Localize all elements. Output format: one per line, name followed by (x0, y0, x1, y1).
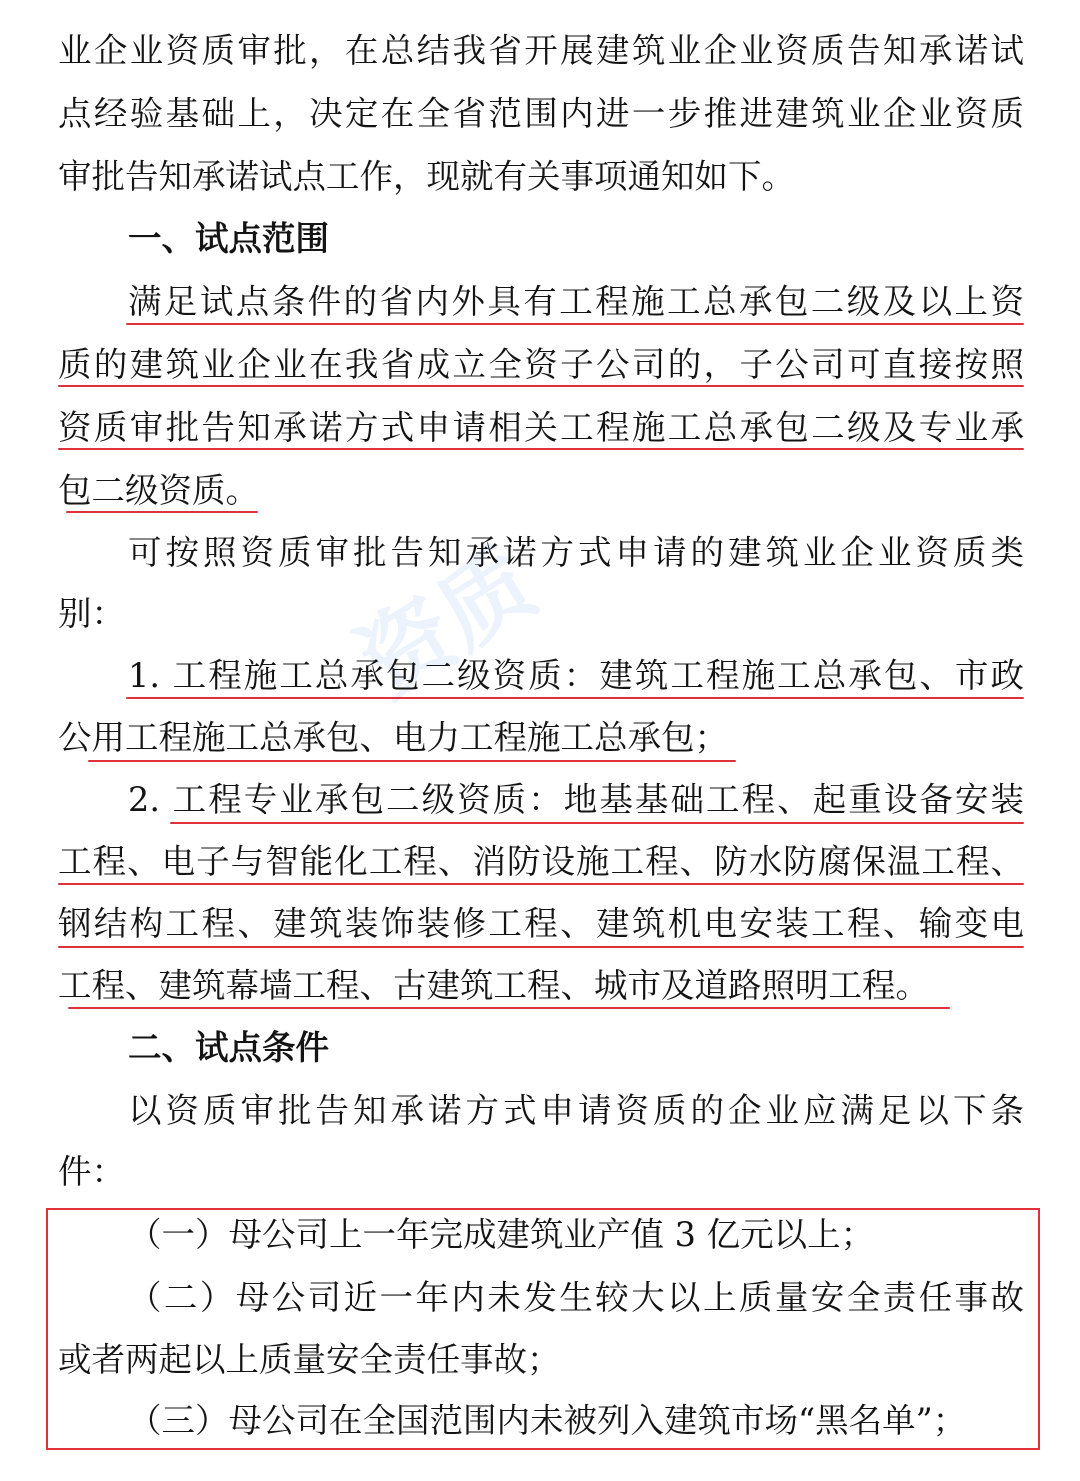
red-underline (58, 946, 1024, 948)
text-line: 业企业资质审批，在总结我省开展建筑业企业资质告知承诺试 (58, 31, 1024, 70)
red-underline (68, 1007, 950, 1009)
text-line: 或者两起以上质量安全责任事故； (58, 1340, 561, 1379)
text-line: 别： (58, 594, 125, 633)
text-line: 质的建筑业企业在我省成立全资子公司的，子公司可直接按照 (58, 345, 1024, 384)
red-underline (126, 323, 1024, 325)
list-item: 2. 工程专业承包二级资质：地基基础工程、起重设备安装 (128, 780, 1024, 819)
condition-item: （二）母公司近一年内未发生较大以上质量安全责任事故 (128, 1278, 1024, 1317)
section-heading: 一、试点范围 (128, 219, 329, 258)
red-underline (58, 883, 1024, 885)
text-line: 工程、电子与智能化工程、消防设施工程、防水防腐保温工程、 (58, 842, 1024, 881)
text-line: 件： (58, 1152, 125, 1191)
red-underline (170, 822, 1024, 824)
red-underline (88, 760, 736, 762)
red-underline (66, 511, 258, 513)
text-line: 钢结构工程、建筑装饰装修工程、建筑机电安装工程、输变电 (58, 904, 1024, 943)
red-underline (58, 448, 1024, 450)
text-line: 点经验基础上，决定在全省范围内进一步推进建筑业企业资质 (58, 94, 1024, 133)
highlight-box (46, 1208, 1040, 1450)
list-item: 1. 工程施工总承包二级资质：建筑工程施工总承包、市政 (128, 656, 1024, 695)
section-heading: 二、试点条件 (128, 1028, 329, 1067)
condition-item: （一）母公司上一年完成建筑业产值 3 亿元以上； (128, 1215, 875, 1254)
watermark: 资质 (340, 529, 554, 718)
text-line: 公用工程施工总承包、电力工程施工总承包； (58, 718, 728, 757)
text-line: 满足试点条件的省内外具有工程施工总承包二级及以上资 (128, 282, 1024, 321)
red-underline (126, 697, 1024, 699)
text-line: 资质审批告知承诺方式申请相关工程施工总承包二级及专业承 (58, 408, 1024, 447)
red-underline (58, 385, 1024, 387)
text-line: 工程、建筑幕墙工程、古建筑工程、城市及道路照明工程。 (58, 966, 929, 1005)
text-line: 可按照资质审批告知承诺方式申请的建筑业企业资质类 (128, 533, 1024, 572)
condition-item: （三）母公司在全国范围内未被列入建筑市场“黑名单”； (128, 1401, 967, 1440)
text-line: 包二级资质。 (58, 471, 259, 510)
text-line: 审批告知承诺试点工作，现就有关事项通知如下。 (58, 157, 795, 196)
text-line: 以资质审批告知承诺方式申请资质的企业应满足以下条 (128, 1091, 1024, 1130)
